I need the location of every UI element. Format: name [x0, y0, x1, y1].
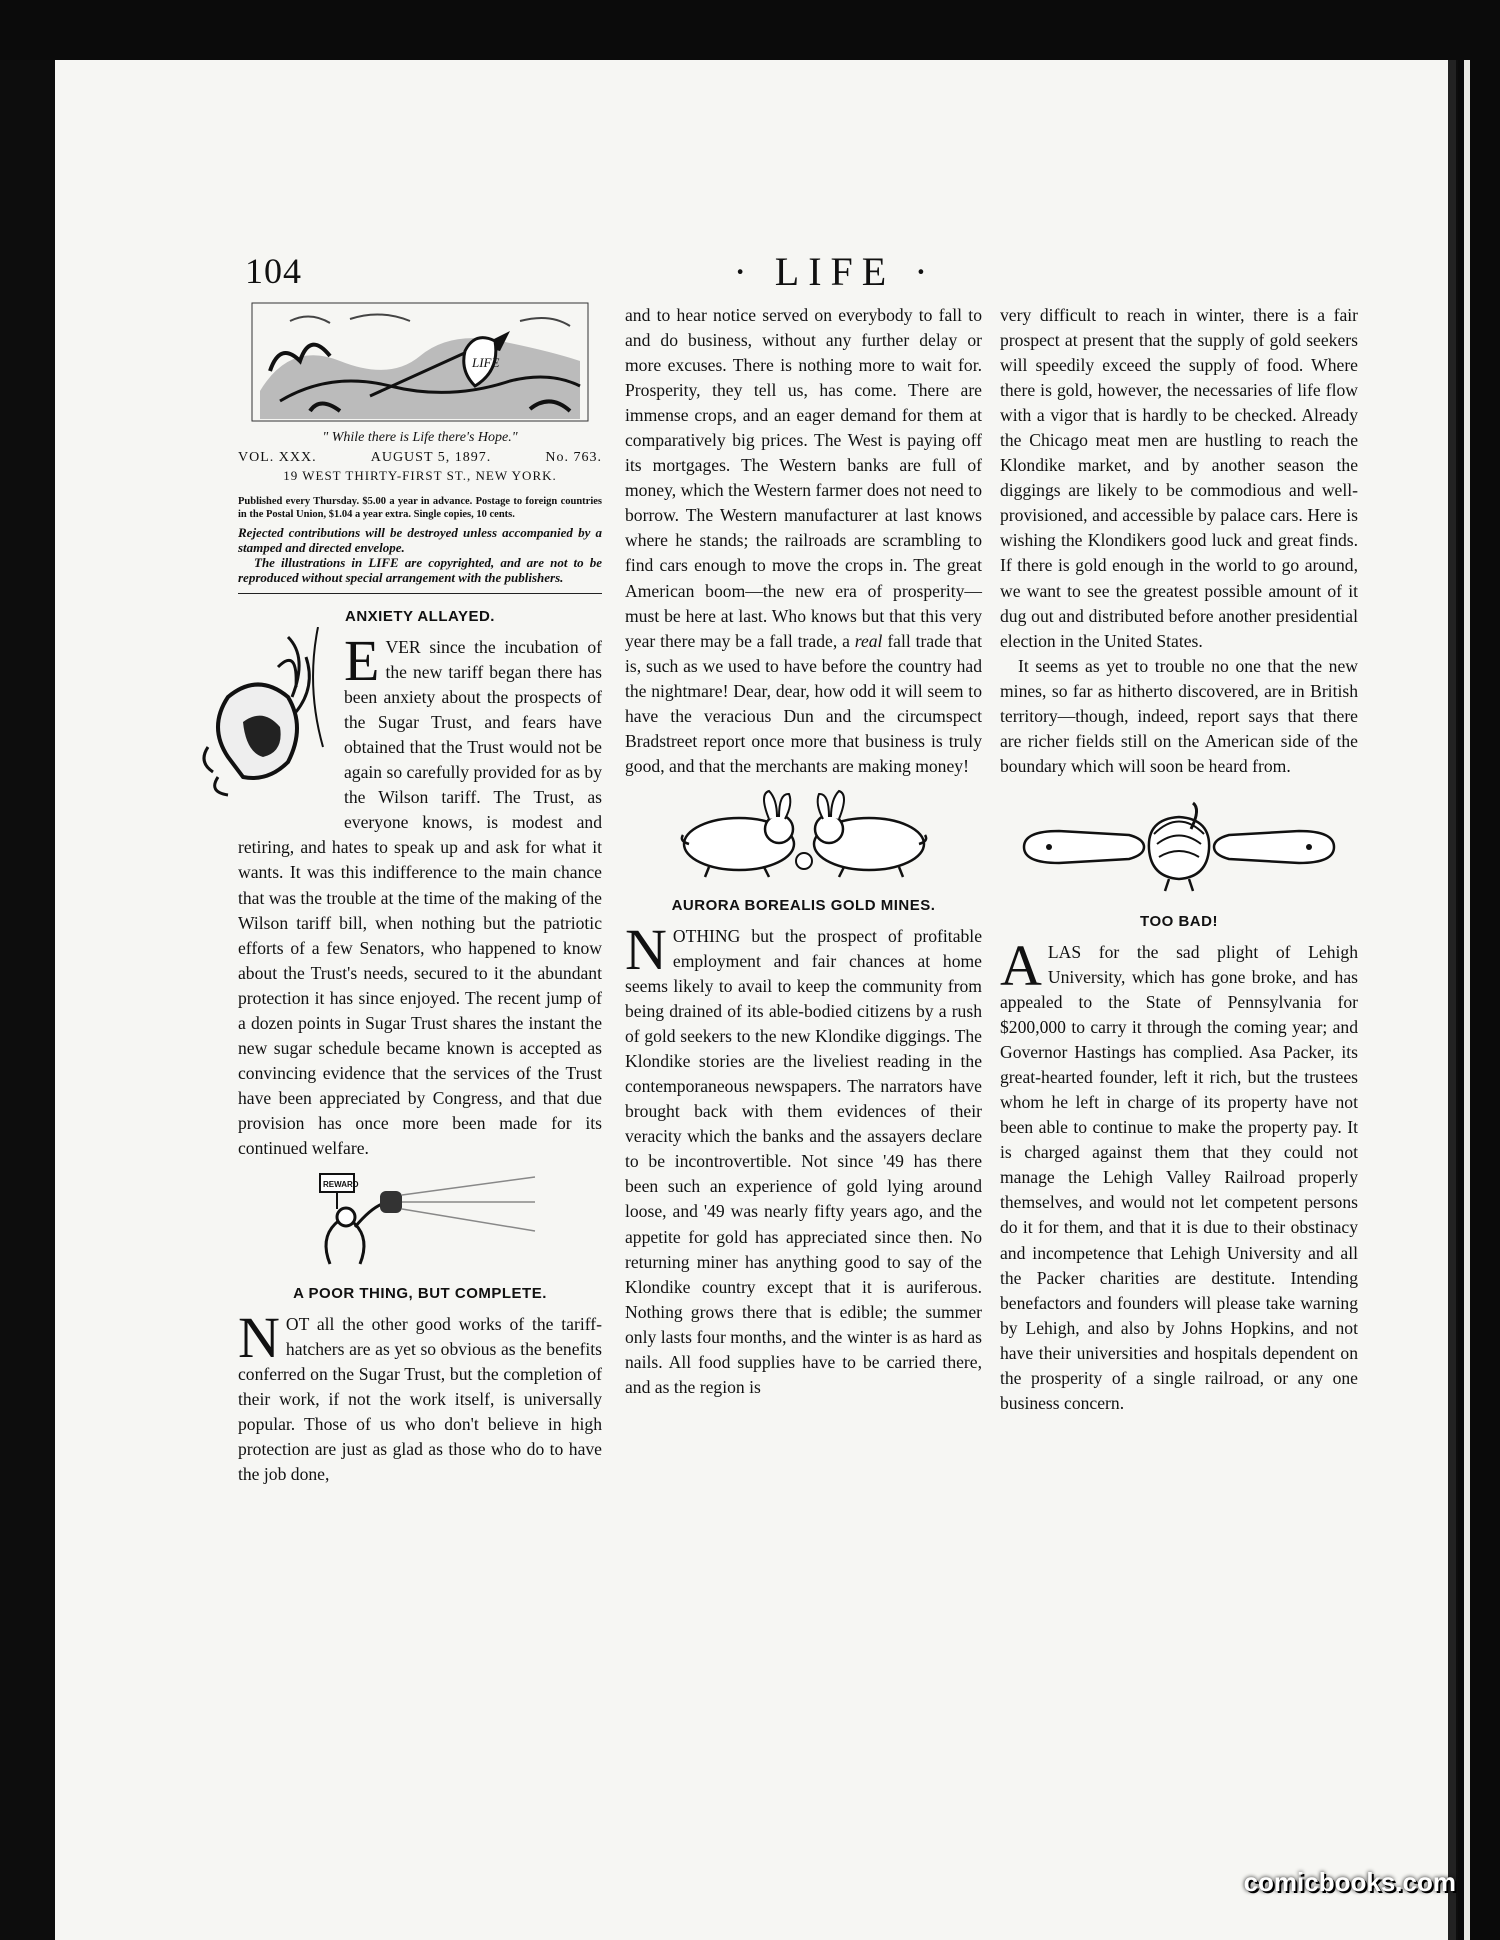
poor-thing-body: OT all the other good works of the tariff-hatchers are as yet so obvious as the benefits conferred on the Sugar Trust, but the completion of their work, if not the work itself, is universally popular. Those of us who don't believe in high protection are just as glad as those who do to have the job done,: [238, 1314, 602, 1485]
masthead-title: · LIFE ·: [733, 249, 937, 294]
anxiety-allayed-body: VER since the incubation of the new tariff began there has been anxiety about the prospects of the Sugar Trust, and fears have obtained that the Trust would not be again so carefully provided for as by the Wilson tariff. The Trust, as everyone knows, is modest and retiring, and hates to speak up and ask for what it wants. It was this indifference to the main chance that was the trouble at the time of the making of the Wilson tariff bill, when nothing but the patriotic efforts of a few Senators, who happened to know about the Trust's needs, secured to it the abundant protection it has since enjoyed. The recent jump of a dozen points in Sugar Trust shares the instant the new sugar schedule became known is accepted as convincing evidence that the services of the Trust have been appreciated by Congress, and that due provision has once more been made for its continued welfare.: [238, 637, 602, 1158]
heading-too-bad: TOO BAD!: [1140, 912, 1218, 930]
page-number: 104: [245, 251, 302, 291]
publisher-address: 19 WEST THIRTY-FIRST ST., NEW YORK.: [283, 468, 557, 483]
watermark: comicbooks.com: [1243, 1867, 1456, 1897]
sugar-sack-illustration: [188, 627, 338, 813]
dropcap-n: N: [238, 1305, 280, 1371]
aurora-body: OTHING but the prospect of profitable employment and fair chances at home seems likely to avail to keep the community from being drained of its able-bodied citizens by a rush of gold seekers to the new Klondike diggings. The Klondike stories are the liveliest reading in the contemporaneous newspapers. The narrators have brought back with them evidences of their veracity which the banks and the assayers declare to be incontrovertible. Not since '49 has there been such an experience of gold lying around loose, and '49 was nearly fifty years ago, and the appetite for gold has appreciated since then. No returning miner has anything good to say of the Klondike country except that it is auriferous. Nothing grows there that is edible; the summer only lasts four months, and the winter is as hard as nails. All food supplies have to be carried there, and as the region is: [625, 925, 982, 1397]
italic-word: real: [854, 630, 883, 651]
dropcap-a: A: [1000, 932, 1042, 998]
column-1: [238, 303, 602, 1487]
contributions-notice: Rejected contributions will be destroyed unless accompanied by a stamped and directed envelope.: [238, 525, 602, 555]
volume-number: VOL. XXX.: [238, 450, 317, 465]
subscription-info: Published every Thursday. $5.00 a year in advance. Postage to foreign countries in the Postal Union, $1.04 a year extra. Single copies, 10 cents.: [238, 496, 602, 520]
turkey-spoons-illustration: [1019, 799, 1339, 895]
motto: " While there is Life there's Hope.": [322, 430, 518, 445]
heading-poor-thing: A POOR THING, BUT COMPLETE.: [293, 1285, 547, 1303]
volume-line: [238, 449, 602, 467]
column-3: [1000, 303, 1358, 1416]
issue-number: No. 763.: [545, 450, 602, 465]
scan-border: [0, 0, 1500, 60]
aurora-body-continued: very difficult to reach in winter, there is a fair prospect at present that the supply of gold seekers will speedily exceed the supply of food. Where there is gold, however, the necessaries of life flow with a vigor that is hardly to be checked. Already the Chicago meat men are hustling to reach the Klondike market, and by another season the diggings are likely to be commodious and well-provisioned, and accessible by palace cars. Here is wishing the Klondikers good luck and great finds. If there is gold enough in the world to go around, we want to see the greatest possible amount of it dug out and distributed before another presidential election in the United States.: [1000, 305, 1358, 651]
copyright-notice: The illustrations in LIFE are copyrighted, and are not to be reproduced without special arrangement with the publishers.: [238, 555, 602, 585]
divider: [238, 593, 602, 594]
column-2: [625, 303, 982, 1400]
issue-date: AUGUST 5, 1897.: [370, 450, 492, 465]
heading-anxiety-allayed: ANXIETY ALLAYED.: [345, 608, 495, 625]
scan-edge-strip: [1458, 60, 1500, 1940]
svg-text:LIFE: LIFE: [472, 355, 500, 370]
poor-thing-body-continued: and to hear notice served on everybody to fall to and do business, without any further delay or more excuses. There is nothing more to wait for. Prosperity, they tell us, has come. There are immense crops, and an eager demand for them at comparatively big prices. The West is paying off its mortgages. The Western banks are full of money, which the Western farmer does not need to borrow. The Western manufacturer at last knows where he stands; the railroads are scrambling to find cars enough to move the crops in. The great American boom—the new era of prosperity—must be here at last. Who knows but that this very year there may be a fall trade, a: [625, 305, 982, 651]
reward-sign-text: REWARD: [323, 1180, 359, 1190]
rabbits-illustration: [669, 789, 939, 881]
dropcap-e: E: [344, 628, 380, 694]
dropcap-n-aurora: N: [625, 916, 667, 982]
poor-thing-body-end: fall trade that is, such as we used to have before the country had the nightmare! Dear, dear, how odd it will seem to have the veracious Dun and the circumspect Bradstreet report once more that business is truly good, and that the merchants are making money!: [625, 630, 982, 776]
lantern-figure-illustration: [300, 1169, 540, 1269]
masthead-vignette-illustration: [250, 301, 590, 423]
aurora-body-end: It seems as yet to trouble no one that the new mines, so far as hitherto discovered, are in British territory—though, indeed, report says that there are richer fields still on the American side of the boundary which will soon be heard from.: [1000, 655, 1358, 776]
heading-aurora-borealis: AURORA BOREALIS GOLD MINES.: [671, 896, 936, 914]
too-bad-body: LAS for the sad plight of Lehigh University, which has gone broke, and has appealed to the State of Pennsylvania for $200,000 to carry it through the coming year; and Governor Hastings has complied. Asa Packer, its great-hearted founder, left it rich, but the trustees whom he left in charge of its property have not been able to continue to make the property pay. It is charged against them that they could not manage the Lehigh Valley Railroad properly themselves, and would not let competent persons do it for them, and that it is due to their obstinacy and incompetence that Lehigh University and all the Packer charities are destitute. Intending benefactors and founders will please take warning by Lehigh, and also by Johns Hopkins, and not have their universities and hospitals dependent on the prosperity of a single railroad, or any one business concern.: [1000, 941, 1358, 1413]
